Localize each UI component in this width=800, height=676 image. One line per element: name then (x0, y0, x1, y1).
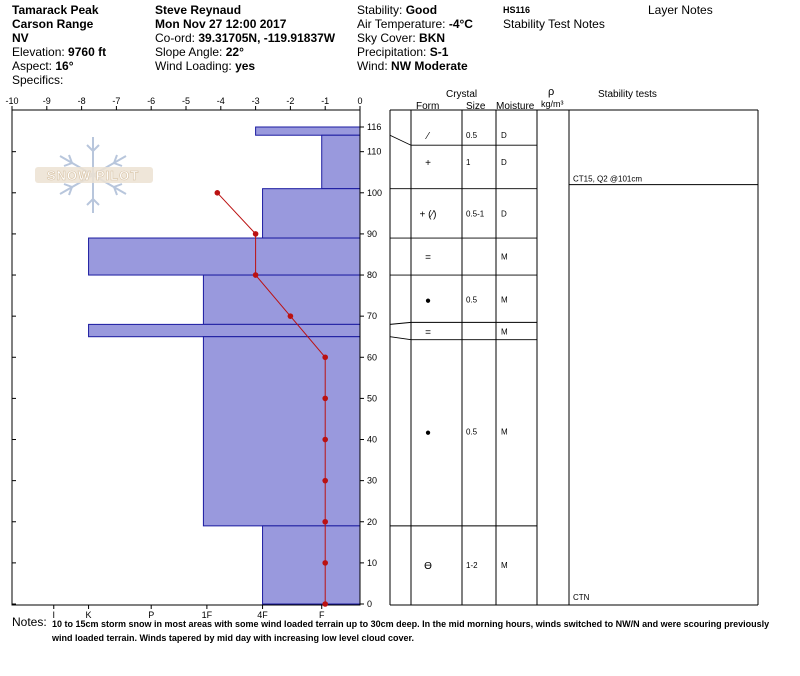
hardness-bar (203, 337, 360, 526)
depth-tick-label: 100 (367, 187, 383, 198)
layer-boundary (390, 135, 537, 145)
hardness-tick-label: 4F (257, 610, 268, 620)
hardness-bar (263, 526, 360, 604)
temperature-point (322, 354, 328, 360)
layer-boundary (390, 337, 537, 340)
depth-tick-label: 50 (367, 393, 378, 404)
layer-size: 0.5 (466, 295, 478, 305)
hardness-bar (256, 127, 360, 135)
coord-label: Co-ord: (155, 31, 196, 45)
layer-moisture: M (501, 252, 508, 262)
layer-size: 0.5 (466, 131, 478, 141)
hardness-tick-label: K (85, 610, 92, 620)
precip-label: Precipitation: (357, 45, 427, 59)
depth-tick-label: 20 (367, 516, 378, 527)
temperature-point (288, 313, 294, 319)
temperature-point (215, 190, 221, 196)
precip-value: S-1 (429, 45, 449, 59)
layer-form: ● (424, 295, 432, 307)
range-name: Carson Range (12, 17, 94, 31)
hardness-bar (322, 135, 360, 188)
temperature-point (253, 272, 259, 278)
aspect-value: 16° (55, 59, 74, 73)
temperature-point (322, 478, 328, 484)
layer-moisture: D (501, 209, 507, 219)
layer-form: ⁄ (427, 131, 429, 143)
hardness-tick-label: I (52, 610, 56, 620)
temp-tick-label: -1 (321, 96, 330, 106)
depth-tick-label: 80 (367, 270, 378, 281)
layer-moisture: M (501, 295, 508, 305)
coord-value: 39.31705N, -119.91837W (198, 31, 336, 45)
temp-tick-label: -2 (286, 96, 295, 106)
layer-size: 1-2 (466, 560, 478, 570)
notes-text: 10 to 15cm storm snow in most areas with some wind loaded terrain up to 30cm deep. In the mid morning hours, winds switched to NW/N and were scouring previously wind loaded terrain. Winds tapered by mid day with increasing low level cloud cover. (52, 619, 770, 643)
notes-label: Notes: (12, 615, 47, 629)
depth-tick-label: 0 (367, 599, 373, 609)
temperature-point (322, 560, 328, 566)
stability-label: Stability: (357, 3, 403, 17)
temp-tick-label: -6 (147, 96, 156, 106)
hardness-bar (89, 324, 360, 336)
hardness-bar (203, 275, 360, 324)
stability-test-text: CTN (573, 593, 590, 602)
temperature-point (322, 601, 328, 607)
layer-form: = (425, 252, 431, 264)
layer-moisture: M (501, 327, 508, 337)
stability-tests-header: Stability tests (598, 89, 657, 100)
depth-tick-label: 40 (367, 434, 378, 445)
slope-label: Slope Angle: (155, 45, 223, 59)
logo-text: SNOW PILOT (46, 168, 140, 183)
depth-tick-label: 10 (367, 557, 378, 568)
wind-label: Wind: (357, 59, 388, 73)
peak-name: Tamarack Peak (12, 3, 99, 17)
hardness-tick-label: F (318, 610, 325, 620)
layer-form: ϴ (424, 560, 432, 572)
hardness-bar (263, 189, 360, 238)
form-header: Form (416, 101, 440, 112)
sky-cover-value: BKN (419, 31, 446, 45)
state-name: NV (12, 31, 29, 45)
wind-value: NW Moderate (391, 59, 468, 73)
size-header: Size (466, 101, 486, 112)
temp-tick-label: -4 (216, 96, 225, 106)
temp-tick-label: -9 (42, 96, 51, 106)
elevation-label: Elevation: (12, 45, 65, 59)
aspect-label: Aspect: (12, 59, 53, 73)
layer-size: 1 (466, 157, 471, 167)
slope-value: 22° (225, 45, 244, 59)
depth-tick-label: 116 (367, 122, 382, 132)
moisture-header: Moisture (496, 101, 535, 112)
observer-name: Steve Reynaud (155, 3, 242, 17)
hardness-tick-label: 1F (201, 610, 213, 620)
layer-form: = (425, 327, 431, 339)
layer-form: ● (424, 427, 432, 439)
layer-moisture: D (501, 131, 507, 141)
temp-tick-label: 0 (357, 96, 363, 106)
temperature-point (322, 396, 328, 402)
layer-form: + (⁄) (419, 209, 437, 221)
temperature-point (322, 519, 328, 525)
layer-notes-label: Layer Notes (648, 3, 713, 17)
hardness-tick-label: P (148, 610, 155, 620)
wind-loading-value: yes (235, 59, 256, 73)
temp-tick-label: -10 (5, 96, 19, 106)
temp-tick-label: -8 (77, 96, 86, 106)
density-symbol: ρ (548, 86, 555, 98)
density-unit: kg/m³ (541, 99, 564, 109)
temperature-point (253, 231, 259, 237)
layer-boundary (390, 322, 537, 324)
layer-form: + (425, 157, 431, 169)
hs-label: HS116 (503, 5, 531, 15)
temp-tick-label: -3 (251, 96, 260, 106)
stability-test-notes-label: Stability Test Notes (503, 17, 605, 31)
air-temp-value: -4°C (448, 17, 473, 31)
crystal-header: Crystal (446, 89, 478, 100)
stability-value: Good (405, 3, 438, 17)
layer-moisture: D (501, 157, 507, 167)
depth-tick-label: 70 (367, 311, 378, 322)
depth-tick-label: 90 (367, 228, 378, 239)
hardness-bar (89, 238, 360, 275)
snowpilot-logo (35, 137, 153, 213)
layer-moisture: M (501, 560, 508, 570)
temp-tick-label: -5 (181, 96, 191, 106)
layer-size: 0.5 (466, 427, 478, 437)
temperature-point (322, 437, 328, 443)
depth-tick-label: 30 (367, 475, 378, 486)
observation-datetime: Mon Nov 27 12:00 2017 (155, 17, 287, 31)
temp-tick-label: -7 (112, 96, 121, 106)
sky-cover-label: Sky Cover: (357, 31, 416, 45)
elevation-value: 9760 ft (68, 45, 107, 59)
depth-tick-label: 60 (367, 352, 378, 363)
layer-moisture: M (501, 427, 508, 437)
depth-tick-label: 110 (367, 146, 382, 157)
specifics-label: Specifics: (12, 73, 64, 87)
layer-size: 0.5-1 (466, 209, 485, 219)
stability-test-text: CT15, Q2 @101cm (573, 174, 643, 184)
wind-loading-label: Wind Loading: (155, 59, 232, 73)
air-temp-label: Air Temperature: (357, 17, 446, 31)
